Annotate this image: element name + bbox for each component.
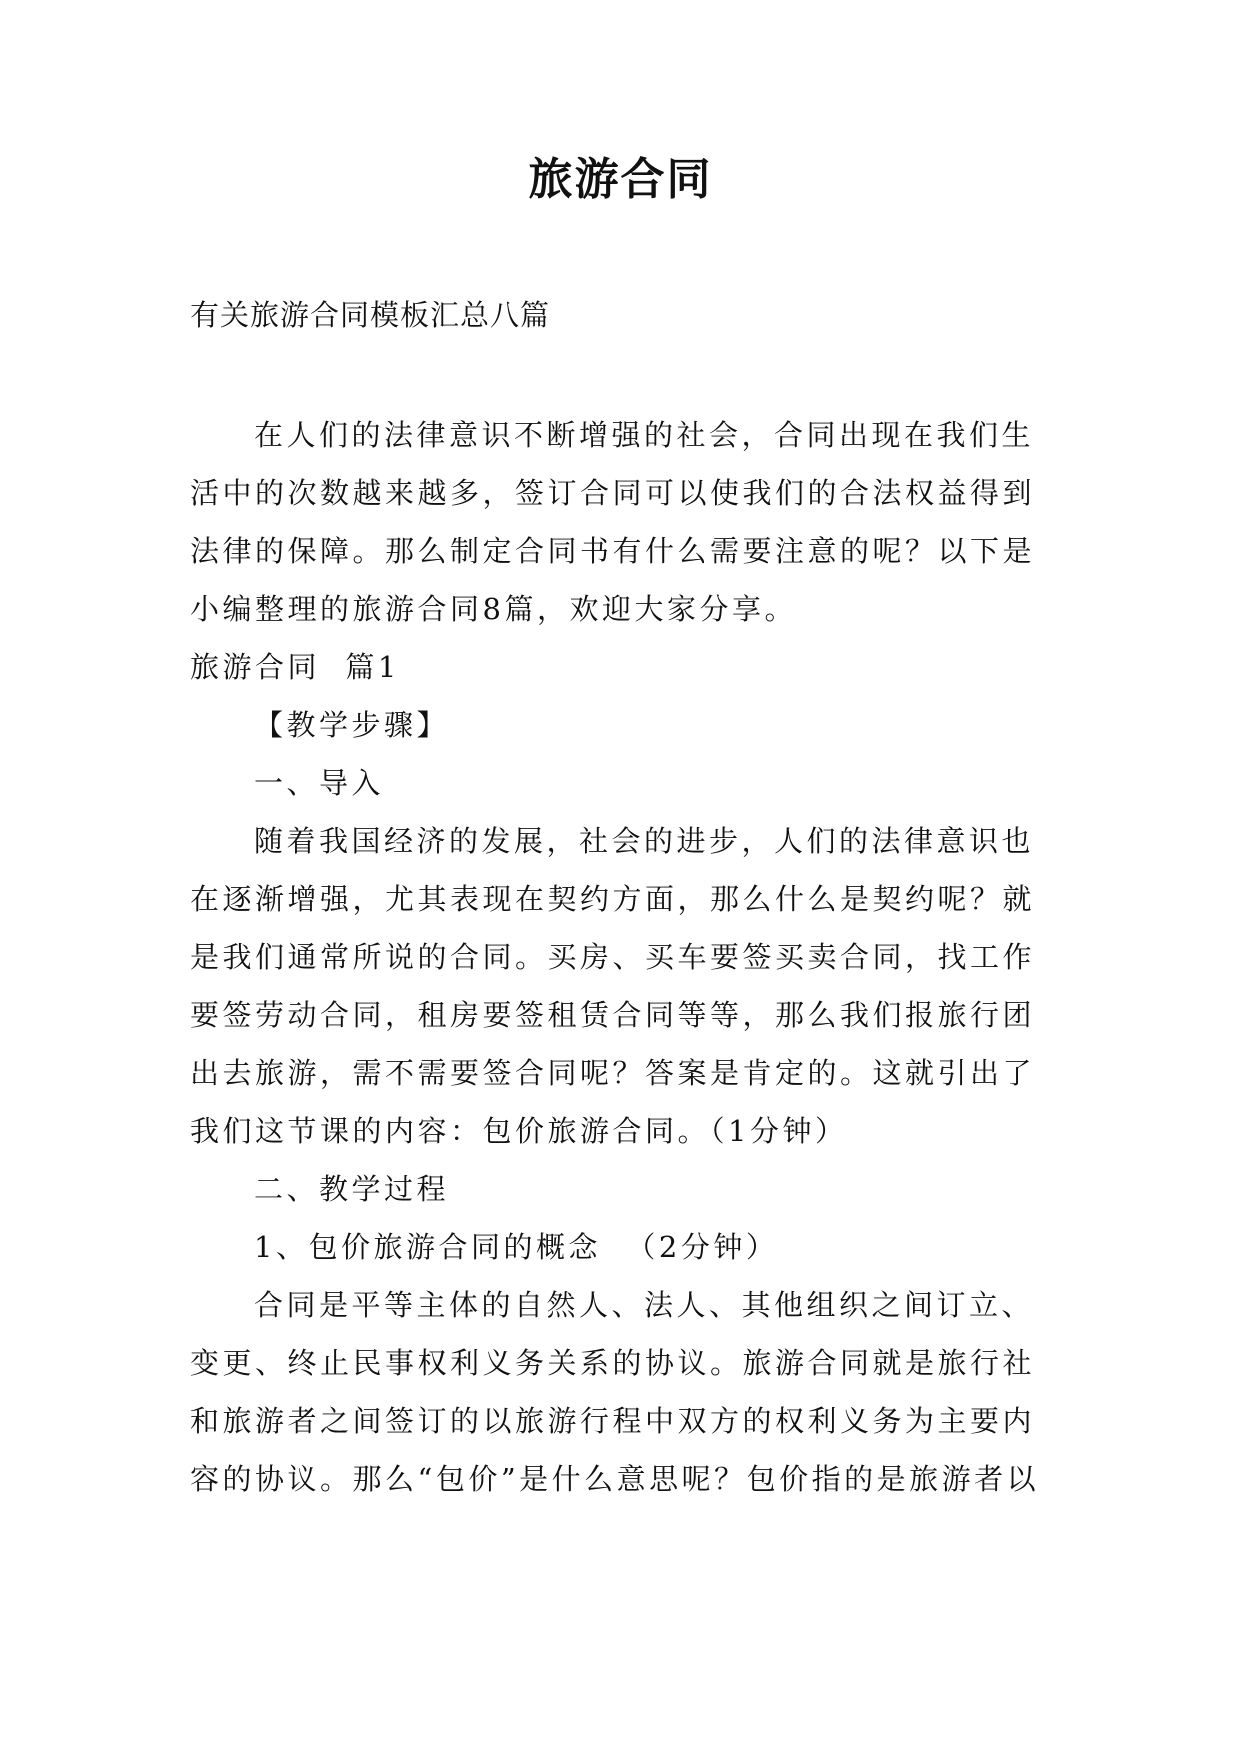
sub1-heading: 1、包价旅游合同的概念 （2分钟） [254,1230,779,1264]
teaching-steps-heading: 【教学步骤】 [254,708,450,742]
document-title: 旅游合同 [528,154,713,205]
part1-paragraph: 随着我国经济的发展，社会的进步，人们的法律意识也在逐渐增强，尤其表现在契约方面，那么什么是契约呢？就是我们通常所说的合同。买房、买车要签买卖合同，找工作要签劳动合同，租房要签租赁合同等等，那么我们报旅行团出去旅游，需不需要签合同呢？答案是肯定的。这就引出了我们这节课的内容：包价旅游合同。（1分钟） [190,824,1036,1148]
document-body [190,406,1050,1508]
document-subtitle: 有关旅游合同模板汇总八篇 [190,298,551,332]
intro-paragraph: 在人们的法律意识不断增强的社会，合同出现在我们生活中的次数越来越多，签订合同可以使我们的合法权益得到法律的保障。那么制定合同书有什么需要注意的呢？以下是小编整理的旅游合同8篇，欢迎大家分享。 [190,418,1036,626]
part1-heading: 一、导入 [254,766,385,800]
part2-heading: 二、教学过程 [254,1172,450,1206]
sub1-paragraph: 合同是平等主体的自然人、法人、其他组织之间订立、变更、终止民事权利义务关系的协议。旅游合同就是旅行社和旅游者之间签订的以旅游行程中双方的权利义务为主要内容的协议。那么“包价”是什么意思呢？包价指的是旅游者以 [190,1288,1040,1496]
section-heading: 旅游合同 篇1 [190,650,400,684]
